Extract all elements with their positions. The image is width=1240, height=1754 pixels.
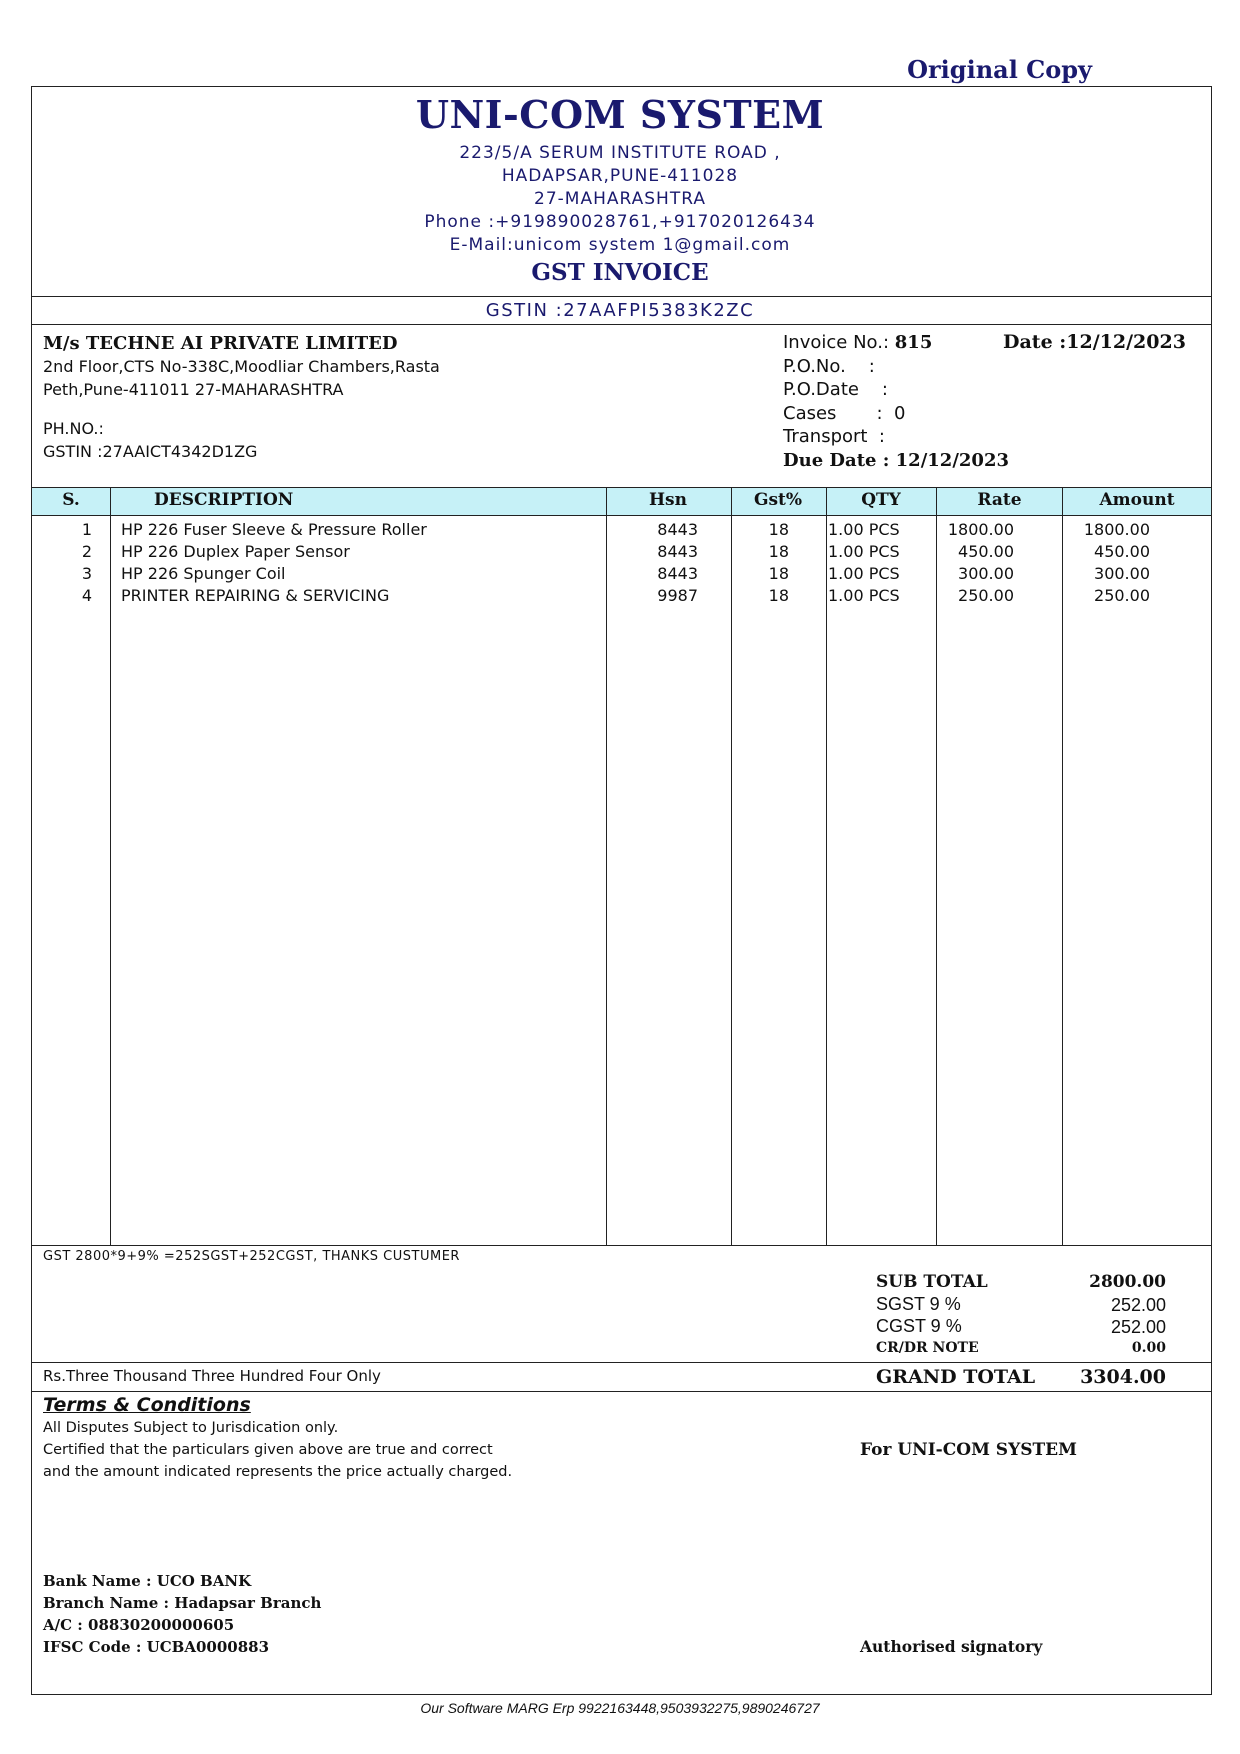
row-gst: 18 bbox=[768, 586, 789, 605]
bank-account: A/C : 08830200000605 bbox=[43, 1616, 235, 1634]
company-address-line-3: 27-MAHARASHTRA bbox=[534, 189, 706, 209]
due-date: : 12/12/2023 bbox=[882, 449, 1010, 471]
cases-label: Cases : bbox=[783, 402, 883, 424]
copy-label: Original Copy bbox=[907, 55, 1092, 84]
row-hsn: 8443 bbox=[657, 520, 698, 539]
col-header-gst: Gst% bbox=[753, 490, 803, 510]
cgst-value: 252.00 bbox=[1110, 1317, 1166, 1337]
col-header-amount: Amount bbox=[1099, 490, 1175, 510]
divider bbox=[31, 1391, 1212, 1392]
row-description: PRINTER REPAIRING & SERVICING bbox=[121, 586, 390, 605]
crdr-note-label: CR/DR NOTE bbox=[876, 1340, 979, 1356]
buyer-name: M/s TECHNE AI PRIVATE LIMITED bbox=[43, 333, 398, 354]
transport: Transport : bbox=[783, 426, 885, 447]
divider bbox=[31, 324, 1212, 325]
buyer-phone: PH.NO.: bbox=[43, 419, 104, 438]
terms-title: Terms & Conditions bbox=[43, 1394, 251, 1416]
row-rate: 250.00 bbox=[958, 586, 1014, 605]
column-divider bbox=[110, 488, 111, 1245]
row-serial: 4 bbox=[81, 586, 92, 605]
row-hsn: 9987 bbox=[657, 586, 698, 605]
cgst-label: CGST 9 % bbox=[876, 1316, 962, 1336]
row-description: HP 226 Fuser Sleeve & Pressure Roller bbox=[121, 520, 427, 539]
table-header-border bbox=[31, 515, 1212, 516]
row-qty: 1.00 PCS bbox=[828, 542, 900, 561]
row-description: HP 226 Spunger Coil bbox=[121, 564, 286, 583]
table-bottom-border bbox=[31, 1245, 1212, 1246]
row-amount: 1800.00 bbox=[1083, 520, 1150, 539]
buyer-address-line-1: 2nd Floor,CTS No-338C,Moodliar Chambers,Rasta bbox=[43, 357, 440, 376]
cases-value: 0 bbox=[894, 402, 906, 424]
sgst-value: 252.00 bbox=[1110, 1295, 1166, 1315]
gst-note: GST 2800*9+9% =252SGST+252CGST, THANKS CUSTUMER bbox=[43, 1249, 460, 1264]
crdr-note-value: 0.00 bbox=[1131, 1340, 1166, 1356]
bank-ifsc: IFSC Code : UCBA0000883 bbox=[43, 1638, 270, 1656]
software-footer: Our Software MARG Erp 9922163448,9503932275,9890246727 bbox=[420, 1700, 820, 1716]
grand-total-value: 3304.00 bbox=[1080, 1366, 1166, 1388]
row-qty: 1.00 PCS bbox=[828, 586, 900, 605]
for-company: For UNI-COM SYSTEM bbox=[860, 1440, 1077, 1460]
row-amount: 450.00 bbox=[1094, 542, 1150, 561]
bank-branch: Branch Name : Hadapsar Branch bbox=[43, 1594, 322, 1612]
row-serial: 1 bbox=[81, 520, 92, 539]
row-rate: 450.00 bbox=[958, 542, 1014, 561]
amount-in-words: Rs.Three Thousand Three Hundred Four Only bbox=[43, 1367, 381, 1385]
row-hsn: 8443 bbox=[657, 564, 698, 583]
row-serial: 2 bbox=[81, 542, 92, 561]
po-date: P.O.Date : bbox=[783, 379, 888, 400]
row-description: HP 226 Duplex Paper Sensor bbox=[121, 542, 350, 561]
column-divider bbox=[826, 488, 827, 1245]
bank-name: Bank Name : UCO BANK bbox=[43, 1572, 252, 1590]
col-header-qty: QTY bbox=[861, 490, 901, 510]
invoice-title: GST INVOICE bbox=[531, 259, 709, 286]
buyer-gstin: GSTIN :27AAICT4342D1ZG bbox=[43, 442, 258, 461]
row-rate: 1800.00 bbox=[947, 520, 1014, 539]
invoice-no-label: Invoice No.: bbox=[783, 332, 890, 353]
terms-line: Certified that the particulars given above are true and correct bbox=[43, 1442, 493, 1458]
row-gst: 18 bbox=[768, 564, 789, 583]
company-phone: Phone :+919890028761,+917020126434 bbox=[424, 212, 816, 232]
company-gstin: GSTIN :27AAFPI5383K2ZC bbox=[485, 300, 755, 321]
buyer-details bbox=[43, 332, 440, 463]
row-gst: 18 bbox=[768, 542, 789, 561]
po-no: P.O.No. : bbox=[783, 355, 875, 377]
divider bbox=[31, 1362, 1212, 1363]
row-qty: 1.00 PCS bbox=[828, 520, 900, 539]
bank-details bbox=[43, 1570, 321, 1658]
sgst-label: SGST 9 % bbox=[876, 1294, 961, 1314]
invoice-no: 815 bbox=[894, 332, 933, 353]
due-date-label: Due Date bbox=[783, 449, 877, 471]
invoice-date bbox=[1003, 331, 1186, 353]
col-header-hsn: Hsn bbox=[649, 490, 687, 510]
col-header-s: S. bbox=[62, 490, 80, 510]
company-address-line-2: HADAPSAR,PUNE-411028 bbox=[501, 166, 739, 186]
col-header-rate: Rate bbox=[977, 490, 1022, 510]
row-rate: 300.00 bbox=[958, 564, 1014, 583]
terms-line: and the amount indicated represents the price actually charged. bbox=[43, 1464, 513, 1480]
terms-text bbox=[43, 1417, 512, 1483]
sub-total-label: SUB TOTAL bbox=[876, 1272, 988, 1292]
row-amount: 250.00 bbox=[1094, 586, 1150, 605]
row-hsn: 8443 bbox=[657, 542, 698, 561]
invoice-meta bbox=[783, 331, 1009, 472]
col-header-description: DESCRIPTION bbox=[154, 490, 294, 510]
authorised-signatory: Authorised signatory bbox=[860, 1637, 1043, 1656]
sub-total-value: 2800.00 bbox=[1089, 1272, 1166, 1292]
invoice-date-value: 12/12/2023 bbox=[1066, 331, 1186, 353]
divider bbox=[31, 296, 1212, 297]
grand-total-label: GRAND TOTAL bbox=[876, 1366, 1036, 1388]
invoice-date-label: Date : bbox=[1003, 331, 1067, 353]
row-serial: 3 bbox=[81, 564, 92, 583]
row-qty: 1.00 PCS bbox=[828, 564, 900, 583]
row-amount: 300.00 bbox=[1094, 564, 1150, 583]
company-email: E-Mail:unicom system 1@gmail.com bbox=[449, 235, 791, 255]
row-gst: 18 bbox=[768, 520, 789, 539]
company-name: UNI-COM SYSTEM bbox=[415, 92, 825, 137]
terms-line: All Disputes Subject to Jurisdication only. bbox=[43, 1420, 339, 1436]
company-address-line-1: 223/5/A SERUM INSTITUTE ROAD , bbox=[459, 143, 781, 163]
buyer-address-line-2: Peth,Pune-411011 27-MAHARASHTRA bbox=[43, 380, 344, 399]
